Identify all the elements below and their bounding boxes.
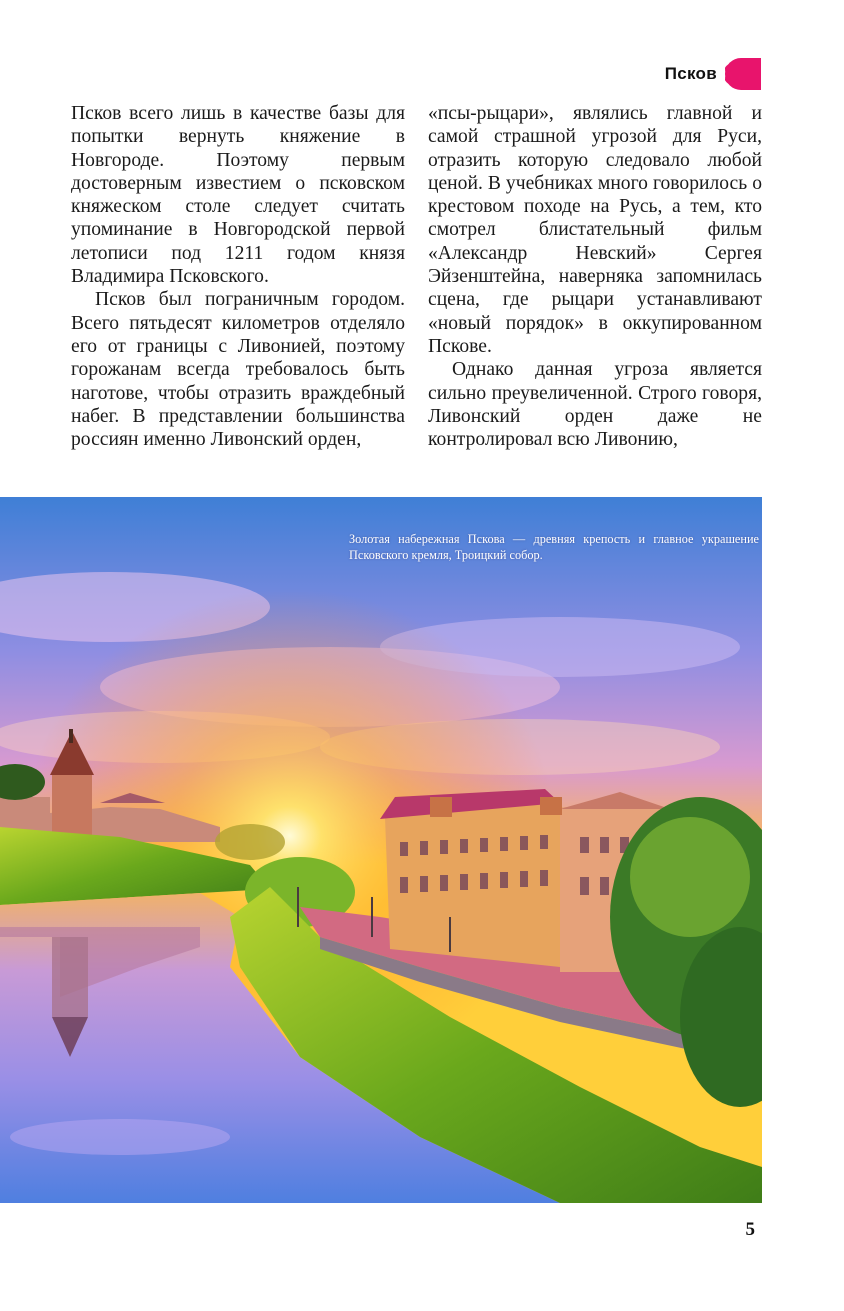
text-column-right	[428, 102, 762, 451]
text-column-left	[71, 102, 405, 451]
paragraph: Псков был пограничным городом. Всего пятьдесят километров отделяло его от границы с Ливонией, поэтому горожанам всегда требовалось быть наготове, чтобы отразить враждебный набег. В представлении большинства россиян именно Ливонский орден,	[71, 289, 405, 451]
paragraph: Однако данная угроза является сильно преувеличенной. Строго говоря, Ливонский орден даже не контролировал всю Ливонию,	[428, 359, 762, 451]
section-tab-icon	[725, 58, 761, 90]
section-title: Псков	[664, 64, 717, 83]
page-number: 5	[745, 1219, 755, 1240]
paragraph: Псков всего лишь в качестве базы для попытки вернуть княжение в Новгороде. Поэтому первым достоверным известием о псковском княжеском столе следует считать упоминание в Новгородской первой летописи под 1211 годом князя Владимира Псковского.	[71, 103, 405, 288]
paragraph: «псы-рыцари», являлись главной и самой страшной угрозой для Руси, отразить которую следовало любой ценой. В учебниках много говорилось о крестовом походе на Русь, а тем, кто смотрел блистательный фильм «Александр Невский» Сергея Эйзенштейна, наверняка запомнилась сцена, где рыцари устанавливают «новый порядок» в оккупированном Пскове.	[428, 103, 762, 357]
photo-caption: Золотая набережная Пскова — древняя крепость и главное украшение Псковского кремля, Троицкий собор.	[349, 532, 759, 562]
pskov-embankment-photo	[0, 497, 762, 1203]
running-head	[665, 58, 761, 90]
